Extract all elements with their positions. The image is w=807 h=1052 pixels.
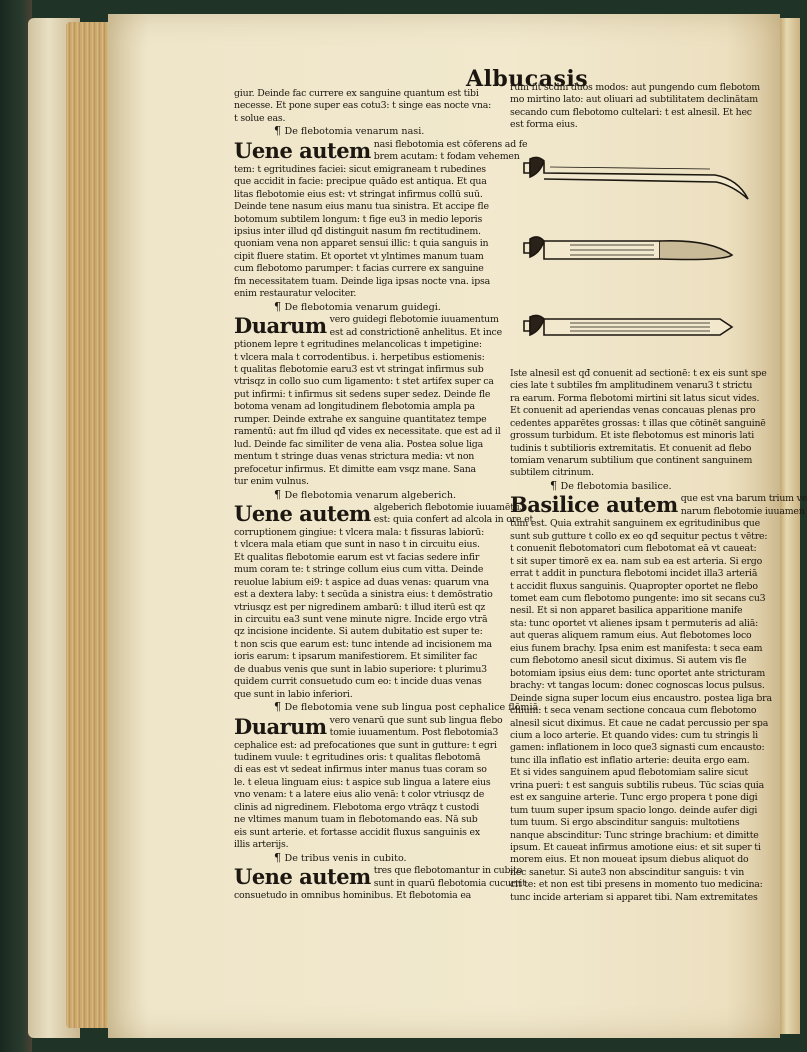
- section-heading: ¶ De tribus venis in cubito.: [274, 850, 407, 864]
- text-line: vero venarū que sunt sub lingua flebo: [329, 714, 503, 726]
- text-line: t sit super timorē ex ea. nam sub ea est arteria. Si ergo: [510, 555, 763, 567]
- text-line: eis sunt arterie. et fortasse accidit fluxus sanguinis ex: [234, 826, 480, 838]
- text-line: ioris earum: t ipsarum manifestiorem. Et similiter fac: [234, 651, 478, 663]
- text-line: le. t eleua linguam eius: t aspice sub lingua a latere eius: [234, 776, 491, 788]
- section-heading: ¶ De flebotomia venarum guidegi.: [274, 299, 441, 313]
- text-line: tudinis t subtilioris extremitatis. Et conuenit ad flebo: [510, 442, 752, 454]
- text-line: tunc incide arteriam si apparet tibi. Nam extremitates: [510, 891, 758, 903]
- text-line: quoniam vena non apparet sensui illic: t quia sanguis in: [234, 238, 489, 250]
- text-line: est ex sanguine arterie. Tunc ergo propera t pone digi: [510, 792, 758, 804]
- text-line: Et si vides sanguinem apud flebotomiam salire sicut: [510, 767, 749, 779]
- text-line: aut queras aliquem ramum eius. Aut flebotomes loco: [510, 630, 752, 642]
- initial-side-lines: [681, 493, 807, 518]
- initial-word: Duarum: [234, 713, 327, 739]
- text-line: grossum turbidum. Et iste flebotomus est minoris lati: [510, 430, 755, 442]
- text-line: tur enim vulnus.: [234, 476, 309, 488]
- text-line: tum tuum. Si ergo abscinditur sanguis: multotiens: [510, 817, 740, 829]
- text-line: t solue eas.: [234, 112, 286, 124]
- text-line: tomie iuuamentum. Post flebotomia3: [329, 727, 499, 739]
- handle-cap-3: [524, 321, 530, 331]
- text-line: enim restauratur velociter.: [234, 288, 357, 300]
- text-line: ipsum. Et caueat infirmus amotione eius: et sit super ti: [510, 842, 761, 854]
- text-line: ne vltimes manum tuam in flebotomando eas. Nā sub: [234, 814, 478, 826]
- text-line: tres que flebotomantur in cubito: [373, 865, 523, 877]
- text-line: tum est. Quia extrahit sanguinem ex egritudinibus que: [510, 518, 760, 530]
- initial-word: Uene autem: [234, 500, 371, 526]
- text-line: cedentes apparētes grossas: t illas que cōtinēt sanguinē: [510, 417, 766, 429]
- text-line: clinis ad nigredinem. Flebotoma ergo vtrāqz t custodi: [234, 801, 480, 813]
- text-line: put infirmi: t infirmus sit sedens super sedez. Deinde fle: [234, 388, 491, 400]
- text-line: sta: tunc oportet vt alienes ipsam t permuteris ad aliā:: [510, 617, 759, 629]
- text-line: est: quia confert ad alcola in ore et: [373, 514, 534, 526]
- text-line: ptionem lepre t egritudines melancolicas t impetigine:: [234, 339, 482, 351]
- text-line: corruptionem gingiue: t vlcera mala: t fissuras labiorū:: [234, 526, 485, 538]
- page-block-edges: [66, 22, 114, 1028]
- text-line: botomiam ipsius eius dem: tunc oportet ante stricturam: [510, 667, 766, 679]
- text-line: Deinde signa super locum eius encaustro. postea liga bra: [510, 692, 772, 704]
- text-line: vero guidegi flebotomie iuuamentum: [329, 314, 499, 326]
- pilcrow-icon: ¶: [274, 700, 285, 714]
- text-line: sunt sub gutture t collo ex eo qđ sequitur pectus t vētre:: [510, 530, 768, 542]
- initial-word: Basilice autem: [510, 492, 678, 518]
- handle-cap: [524, 163, 530, 173]
- text-line: est forma eius.: [510, 119, 578, 131]
- text-line: nasi flebotomia est cōferens ad fe: [373, 138, 528, 150]
- pilcrow-icon: ¶: [274, 487, 285, 501]
- text-line: mentum t stringe duas venas strictura media: vt non: [234, 451, 475, 463]
- text-line: nanque abscinditur: Tunc stringe brachium: et dimitte: [510, 829, 759, 841]
- text-line: cum flebotomo anesil sicut diximus. Si autem vis fle: [510, 655, 747, 667]
- text-line: vrina pueri: t est sanguis subtilis rubeus. Tūc scias quia: [510, 779, 764, 791]
- text-line: nesil. Et si non apparet basilica apparitione manife: [510, 605, 743, 617]
- section-heading: ¶ De flebotomia venarum nasi.: [274, 124, 425, 138]
- initial-side-lines: [330, 715, 503, 740]
- initial-block: [234, 713, 503, 740]
- text-line: ra earum. Forma flebotomi mirtini sit latus sicut vides.: [510, 392, 760, 404]
- text-line: chium: t seca venam sectione concaua cum flebotomo: [510, 705, 757, 717]
- text-line: sunt in quarū flebotomia cucurrit: [373, 877, 526, 889]
- text-line: cipit fluere statim. Et oportet vt ylntimes manum tuam: [234, 250, 484, 262]
- text-line: cephalice est: ad prefocationes que sunt in gutture: t egri: [234, 739, 497, 751]
- text-line: subtilem citrinum.: [510, 467, 594, 479]
- text-line: tudinem vuule: t egritudines oris: t qualitas flebotomā: [234, 752, 481, 764]
- section-heading: ¶ De flebotomia venarum algeberich.: [274, 487, 457, 501]
- text-line: que est vna barum trium ve: [680, 493, 807, 505]
- text-line: algeberich flebotomie iuuamētu3: [373, 501, 526, 513]
- handle-knob: [530, 157, 544, 177]
- text-line: Deinde tene nasum eius manu tua sinistra. Et accipe fle: [234, 201, 489, 213]
- text-line: est ad constrictionē anhelitus. Et ince: [329, 326, 502, 338]
- text-line: vno venam: t a latere eius alio venā: t color vtriusqz de: [234, 789, 485, 801]
- text-line: morem eius. Et non moueat ipsum diebus aliquot do: [510, 854, 749, 866]
- text-line: vtriusqz est per nigredinem ambarū: t illud iterū est qz: [234, 601, 486, 613]
- text-line: gamen: inflationem in loco que3 signasti cum encausto:: [510, 742, 765, 754]
- text-line: narum flebotomie iuuamen: [680, 505, 805, 517]
- initial-block: [510, 492, 807, 518]
- section-heading: ¶ De flebotomia vene sub lingua post cephalice flōmiā.: [274, 700, 542, 714]
- text-line: mo mirtino lato: aut oliuari ad subtilitatem declinātam: [510, 94, 758, 106]
- text-line: errat t addit in punctura flebotomi incidet illa3 arteriā: [510, 568, 758, 580]
- instruments-figure: [510, 136, 768, 362]
- text-line: t vlcera mala t corrodentibus. i. herpetibus estiomenis:: [234, 351, 485, 363]
- olive-blade: [660, 241, 732, 260]
- text-line: quidem currit consuetudo cum eo: t incide duas venas: [234, 676, 482, 688]
- text-line: qz incisione incidente. Si autem dubitatio est super te:: [234, 626, 483, 638]
- text-line: tunc illa inflatio est inflatio arterie: deuita ergo eam.: [510, 754, 750, 766]
- pilcrow-icon: ¶: [274, 850, 285, 864]
- text-line: reuolue labium ei9: t aspice ad duas venas: quarum vna: [234, 576, 489, 588]
- handle-knob-3: [530, 315, 544, 335]
- text-line: rumper. Deinde extrahe ex sanguine quantitatez tempe: [234, 413, 487, 425]
- initial-word: Uene autem: [234, 864, 371, 890]
- right-column: [510, 82, 807, 904]
- initial-block: [234, 500, 534, 527]
- text-line: tum tuum super ipsum spacio longo. deinde aufer digi: [510, 804, 758, 816]
- text-line: brachy: vt tangas locum: donec cognoscas locus pulsus.: [510, 680, 765, 692]
- text-line: consuetudo in omnibus hominibus. Et flebotomia ea: [234, 890, 472, 901]
- text-line: t accidit fluxus sanguinis. Quapropter oportet ne flebo: [510, 580, 758, 592]
- text-line: di eas est vt sedeat infirmus inter manus tuas coram so: [234, 764, 487, 776]
- text-line: tomet eam cum flebotomo pungente: imo sit secans cu3: [510, 592, 766, 604]
- left-column: [234, 88, 542, 902]
- text-line: botomum subtilem longum: t fige eu3 in medio leporis: [234, 213, 483, 225]
- text-line: fm necessitatem tuam. Deinde liga ipsas nocte vna. ipsa: [234, 275, 491, 287]
- instrument-illustrations: [510, 136, 768, 362]
- text-line: est a dextera laby: t secūda a sinistra eius: t demōstratio: [234, 589, 493, 601]
- blade-line: [550, 167, 710, 169]
- initial-side-lines: [374, 139, 528, 164]
- text-line: rum fit scdm duos modos: aut pungendo cum flebotom: [510, 82, 760, 93]
- text-line: t vlcera mala etiam que sunt in naso t in circuitu eius.: [234, 539, 480, 551]
- text-line: mum coram te: t stringe collum eius cum vitta. Deinde: [234, 564, 484, 576]
- text-line: ipsius inter illud qđ distinguit nasum fm rectitudinem.: [234, 225, 481, 237]
- text-line: cium a loco arterie. Et quando vides: cum tu stringis li: [510, 729, 758, 741]
- text-line: alnesil sicut diximus. Et caue ne cadat percussio per spa: [510, 717, 769, 729]
- text-line: t conuenit flebotomatori cum flebotomat eā vt caueat:: [510, 543, 757, 555]
- text-line: cies late t subtiles fm amplitudinem venaru3 t strictu: [510, 380, 753, 392]
- handle-knob-2: [530, 237, 544, 257]
- text-line: vtrisqz in collo suo cum ligamento: t stet artifex super ca: [234, 376, 494, 388]
- text-line: illis arterijs.: [234, 839, 289, 851]
- text-line: prefocetur infirmus. Et dimitte eam vsqz mane. Sana: [234, 463, 476, 475]
- initial-block: [234, 314, 500, 339]
- pilcrow-icon: ¶: [274, 124, 285, 138]
- text-line: tomiam venarum subtilium que continent sanguinem: [510, 454, 753, 466]
- text-line: Et conuenit ad aperiendas venas concauas plenas pro: [510, 405, 756, 417]
- text-line: necesse. Et pone super eas cotu3: t singe eas nocte vna:: [234, 100, 492, 112]
- text-line: cum flebotomo parumper: t facias currere ex sanguine: [234, 263, 484, 275]
- running-header: Albucasis: [466, 66, 589, 92]
- handle-cap-2: [524, 243, 530, 253]
- initial-side-lines: [330, 314, 502, 339]
- text-line: cit te: et non est tibi presens in momento tuo medicina:: [510, 879, 763, 891]
- text-line: que sunt in labio inferiori.: [234, 688, 353, 700]
- text-line: t qualitas flebotomie earu3 est vt stringat infirmus sub: [234, 363, 484, 375]
- initial-word: Uene autem: [234, 137, 371, 163]
- text-line: secando cum flebotomo cultelari: t est alnesil. Et hec: [510, 106, 752, 118]
- pilcrow-icon: ¶: [274, 299, 285, 313]
- initial-block: [234, 137, 528, 164]
- text-line: botoma venam ad longitudinem flebotomia ampla pa: [234, 401, 475, 413]
- section-heading: ¶ De flebotomia basilice.: [550, 478, 672, 492]
- text-line: ramentū: aut fm illud qđ vides ex necessitate. que est ad il: [234, 426, 501, 438]
- text-line: que accidit in facie: precipue quādo est antiqua. Et qua: [234, 176, 487, 188]
- text-line: t non scis que earum est: tunc intende ad incisionem ma: [234, 638, 492, 650]
- pilcrow-icon: ¶: [550, 478, 561, 492]
- initial-word: Duarum: [234, 313, 327, 339]
- text-line: in circuitu ea3 sunt vene minute nigre. Incide ergo vtrā: [234, 614, 488, 626]
- text-line: de duabus venis que sunt in labio superiore: t plurimu3: [234, 663, 487, 675]
- text-line: giur. Deinde fac currere ex sanguine quantum est tibi: [234, 88, 479, 99]
- text-line: Et qualitas flebotomie earum est vt facias sedere infir: [234, 551, 480, 563]
- text-line: lud. Deinde fac similiter de vena alia. Postea solue liga: [234, 438, 483, 450]
- initial-block: [234, 864, 526, 890]
- text-line: nec sanetur. Si aute3 non abscinditur sanguis: t vin: [510, 866, 745, 878]
- text-line: brem acutam: t fodam vehemen: [373, 151, 520, 163]
- facing-page-edge: [778, 18, 800, 1034]
- text-line: eius funem brachy. Ipsa enim est manifesta: t seca eam: [510, 642, 763, 654]
- text-line: litas flebotomie eius est: vt stringat infirmus collū suū.: [234, 188, 483, 200]
- text-line: tem: t egritudines faciei: sicut emigraneam t rubedines: [234, 163, 486, 175]
- text-line: Iste alnesil est qđ conuenit ad sectionē: t ex eis sunt spe: [510, 367, 767, 379]
- initial-side-lines: [374, 865, 526, 890]
